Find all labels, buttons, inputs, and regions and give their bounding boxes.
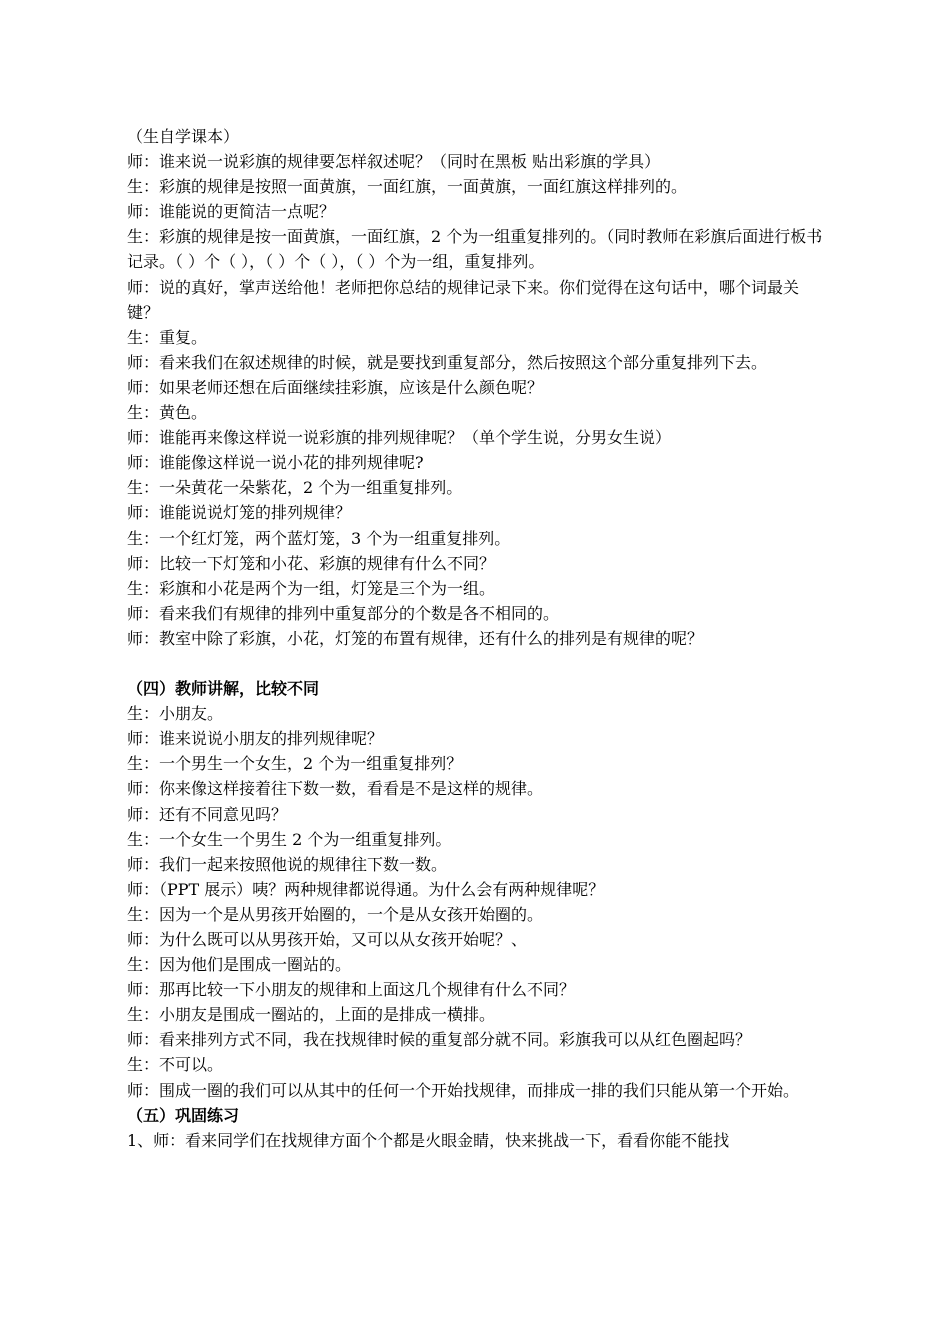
- text-line: 生：一个红灯笼，两个蓝灯笼，3 个为一组重复排列。: [127, 528, 511, 548]
- text-line: 师：看来我们在叙述规律的时候，就是要找到重复部分，然后按照这个部分重复排列下去。: [127, 352, 768, 372]
- text-line: 师：谁能像这样说一说小花的排列规律呢?: [127, 453, 424, 473]
- text-line: 师：看来排列方式不同，我在找规律时候的重复部分就不同。彩旗我可以从红色圈起吗？: [127, 1030, 752, 1050]
- text-line: 生：彩旗的规律是按一面黄旗，一面红旗，2 个为一组重复排列的。（同时教师在彩旗后面进行板书记录。（ ）个（ ），（ ）个（ ），（ ）个为一组，重复排列。: [127, 227, 823, 272]
- blank-line: [127, 651, 827, 676]
- text-line: 师：我们一起来按照他说的规律往下数一数。: [127, 854, 448, 874]
- text-line: 生：一个女生一个男生 2 个为一组重复排列。: [127, 829, 452, 849]
- text-line: 师：还有不同意见吗？: [127, 804, 288, 824]
- text-line: 生：黄色。: [127, 403, 208, 423]
- text-line: 生：因为一个是从男孩开始圈的，一个是从女孩开始圈的。: [127, 904, 544, 924]
- section-heading-4: （四）教师讲解，比较不同: [127, 679, 320, 699]
- text-line: 师：谁来说一说彩旗的规律要怎样叙述呢？（同时在黑板 贴出彩旗的学具）: [127, 152, 661, 172]
- text-line: 师：谁来说说小朋友的排列规律呢？: [127, 729, 384, 749]
- text-line: 师：那再比较一下小朋友的规律和上面这几个规律有什么不同？: [127, 980, 576, 1000]
- text-line: 师：谁能说的更简洁一点呢？: [127, 202, 336, 222]
- text-line: 师：教室中除了彩旗，小花，灯笼的布置有规律，还有什么的排列是有规律的呢？: [127, 628, 704, 648]
- text-line: 生：因为他们是围成一圈站的。: [127, 955, 352, 975]
- text-line: 生：彩旗的规律是按照一面黄旗，一面红旗，一面黄旗，一面红旗这样排列的。: [127, 177, 688, 197]
- document-page: [127, 124, 827, 1153]
- text-line: 师：谁能说说灯笼的排列规律？: [127, 503, 352, 523]
- text-line: 生：重复。: [127, 327, 208, 347]
- text-line: 师：比较一下灯笼和小花、彩旗的规律有什么不同？: [127, 553, 496, 573]
- text-line: 师：谁能再来像这样说一说彩旗的排列规律呢？（单个学生说，分男女生说）: [127, 428, 672, 448]
- text-line: 师：（PPT 展示）咦？两种规律都说得通。为什么会有两种规律呢？: [127, 879, 605, 899]
- text-line: 生：小朋友。: [127, 704, 224, 724]
- text-line: 生：彩旗和小花是两个为一组，灯笼是三个为一组。: [127, 578, 496, 598]
- text-line: 1、师：看来同学们在找规律方面个个都是火眼金睛，快来挑战一下，看看你能不能找: [127, 1130, 730, 1150]
- text-line: 生：一个男生一个女生，2 个为一组重复排列？: [127, 754, 463, 774]
- text-line: 生：小朋友是围成一圈站的，上面的是排成一横排。: [127, 1005, 496, 1025]
- section-heading-5: （五）巩固练习: [127, 1105, 240, 1125]
- text-line: 师：围成一圈的我们可以从其中的任何一个开始找规律，而排成一排的我们只能从第一个开始。: [127, 1080, 800, 1100]
- text-line: 生：不可以。: [127, 1055, 224, 1075]
- text-line: 师：说的真好，掌声送给他！老师把你总结的规律记录下来。你们觉得在这句话中，哪个词最关键？: [127, 277, 800, 322]
- text-line: 师：看来我们有规律的排列中重复部分的个数是各不相同的。: [127, 603, 560, 623]
- text-line: 师：你来像这样接着往下数一数，看看是不是这样的规律。: [127, 779, 544, 799]
- text-line: 师：为什么既可以从男孩开始，又可以从女孩开始呢？、: [127, 930, 528, 949]
- text-line: 生：一朵黄花一朵紫花，2 个为一组重复排列。: [127, 478, 463, 498]
- text-line: （生自学课本）: [127, 127, 240, 146]
- text-line: 师：如果老师还想在后面继续挂彩旗，应该是什么颜色呢？: [127, 377, 544, 397]
